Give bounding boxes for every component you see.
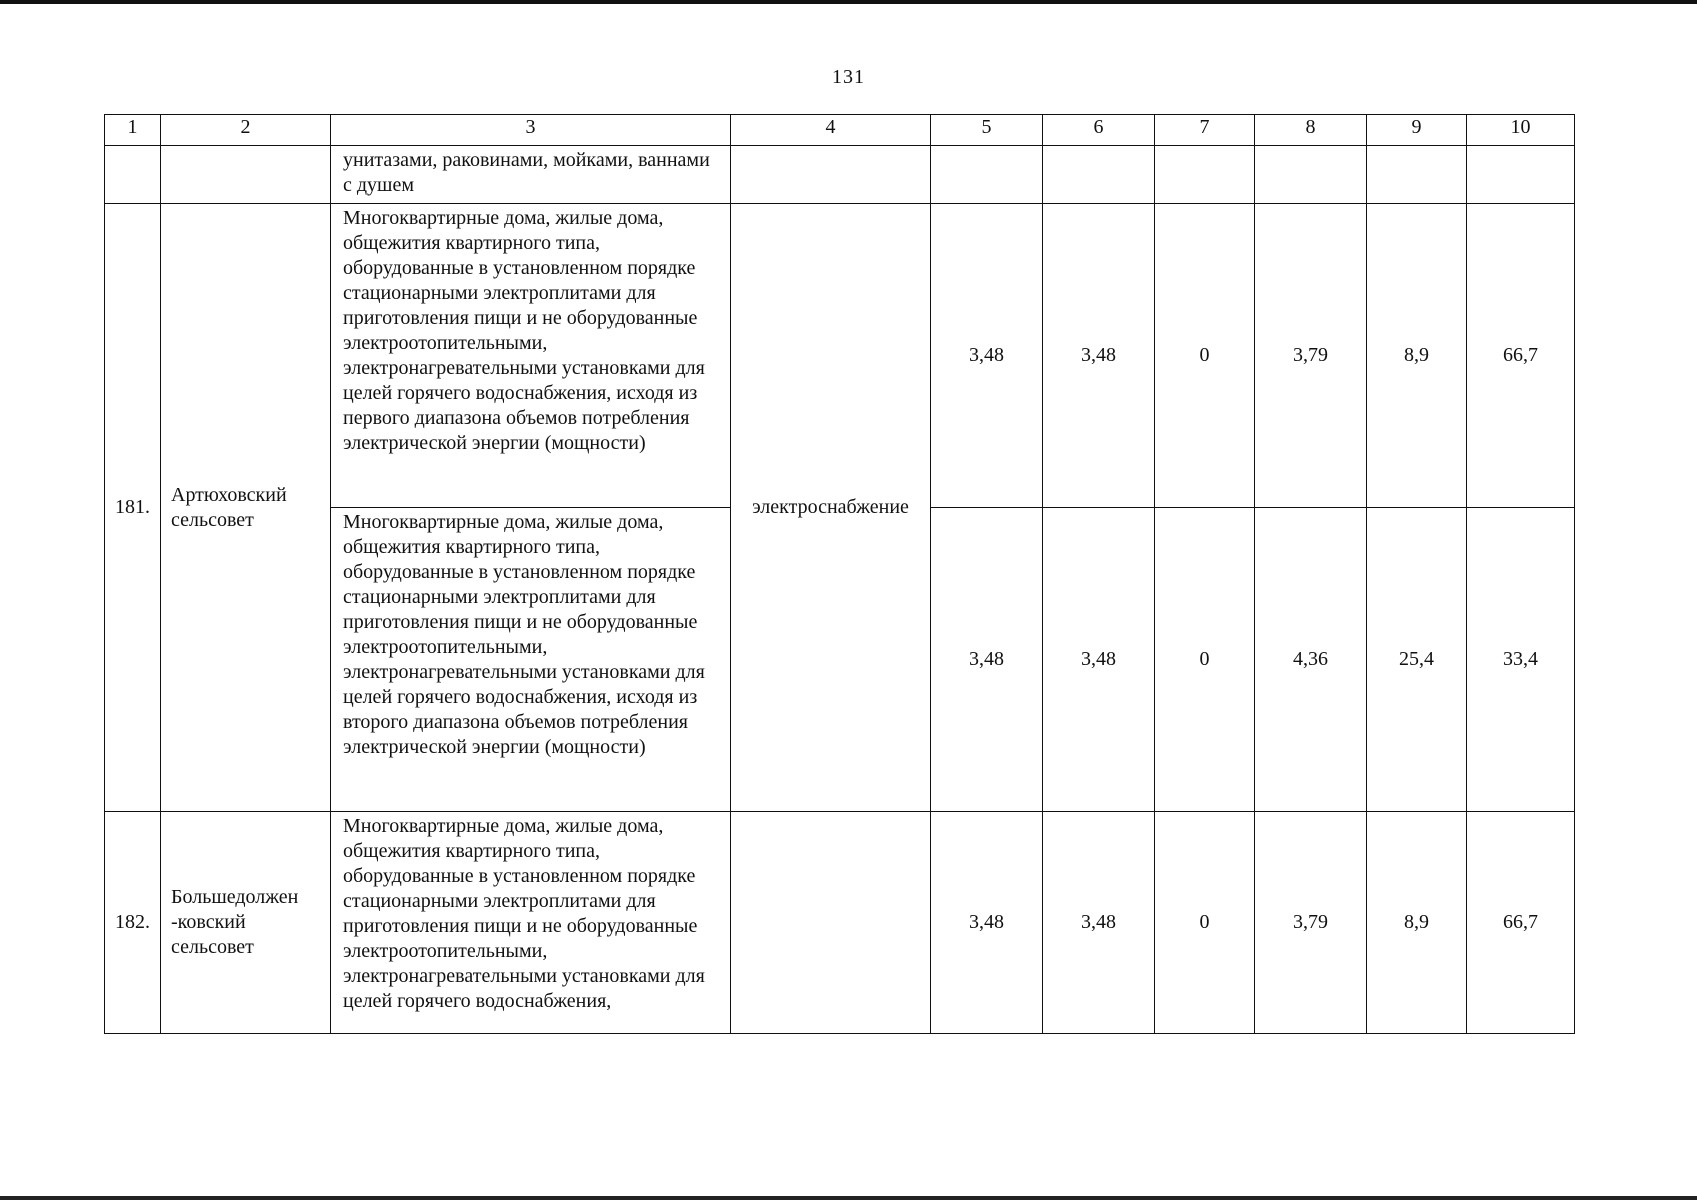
header-col-9: 9	[1367, 115, 1467, 146]
header-col-3: 3	[331, 115, 731, 146]
cell-empty	[161, 146, 331, 204]
value-col-6: 3,48	[1043, 204, 1155, 508]
row-description-181-b: Многоквартирные дома, жилые дома, общежития квартирного типа, оборудованные в установленном порядке стационарными электроплитами для приготовления пищи и не оборудованные электроотопительными, электронагревательными установками для целей горячего водоснабжения, исходя из второго диапазона объемов потребления электрической энергии (мощности)	[331, 508, 731, 812]
value-col-8: 3,79	[1255, 812, 1367, 1034]
service-type-181: электроснабжение	[731, 204, 931, 812]
page-number: 131	[832, 66, 865, 88]
value-col-5: 3,48	[931, 812, 1043, 1034]
row-description-181-a: Многоквартирные дома, жилые дома, общежития квартирного типа, оборудованные в установленном порядке стационарными электроплитами для приготовления пищи и не оборудованные электроотопительными, электронагревательными установками для целей горячего водоснабжения, исходя из первого диапазона объемов потребления электрической энергии (мощности)	[331, 204, 731, 508]
cell-empty	[1467, 146, 1575, 204]
header-col-4: 4	[731, 115, 931, 146]
continuation-description: унитазами, раковинами, мойками, ваннами с душем	[331, 146, 731, 204]
cell-empty	[1043, 146, 1155, 204]
value-col-10: 66,7	[1467, 204, 1575, 508]
table-row-182	[105, 812, 1575, 1034]
value-col-9: 8,9	[1367, 204, 1467, 508]
value-col-10: 66,7	[1467, 812, 1575, 1034]
settlement-name-181: Артюховский сельсовет	[161, 204, 331, 812]
cell-empty	[731, 146, 931, 204]
header-col-7: 7	[1155, 115, 1255, 146]
service-type-182	[731, 812, 931, 1034]
value-col-6: 3,48	[1043, 812, 1155, 1034]
header-col-8: 8	[1255, 115, 1367, 146]
value-col-7: 0	[1155, 508, 1255, 812]
table-row-181-a	[105, 204, 1575, 508]
value-col-8: 4,36	[1255, 508, 1367, 812]
tariff-table	[104, 114, 1575, 1034]
header-row	[105, 115, 1575, 146]
cell-empty	[1255, 146, 1367, 204]
cell-empty	[931, 146, 1043, 204]
value-col-10: 33,4	[1467, 508, 1575, 812]
row-description-182: Многоквартирные дома, жилые дома, общежития квартирного типа, оборудованные в установленном порядке стационарными электроплитами для приготовления пищи и не оборудованные электроотопительными, электронагревательными установками для целей горячего водоснабжения,	[331, 812, 731, 1034]
row-number-181: 181.	[105, 204, 161, 812]
cell-empty	[105, 146, 161, 204]
value-col-5: 3,48	[931, 508, 1043, 812]
header-col-6: 6	[1043, 115, 1155, 146]
continuation-row	[105, 146, 1575, 204]
settlement-name-182: Большедолжен -ковский сельсовет	[161, 812, 331, 1034]
row-number-182: 182.	[105, 812, 161, 1034]
header-col-5: 5	[931, 115, 1043, 146]
value-col-9: 8,9	[1367, 812, 1467, 1034]
header-col-10: 10	[1467, 115, 1575, 146]
value-col-7: 0	[1155, 204, 1255, 508]
header-col-1: 1	[105, 115, 161, 146]
cell-empty	[1367, 146, 1467, 204]
cell-empty	[1155, 146, 1255, 204]
scan-edge-top	[0, 0, 1697, 4]
value-col-5: 3,48	[931, 204, 1043, 508]
value-col-8: 3,79	[1255, 204, 1367, 508]
scan-edge-bottom	[0, 1196, 1697, 1200]
header-col-2: 2	[161, 115, 331, 146]
value-col-9: 25,4	[1367, 508, 1467, 812]
value-col-6: 3,48	[1043, 508, 1155, 812]
value-col-7: 0	[1155, 812, 1255, 1034]
